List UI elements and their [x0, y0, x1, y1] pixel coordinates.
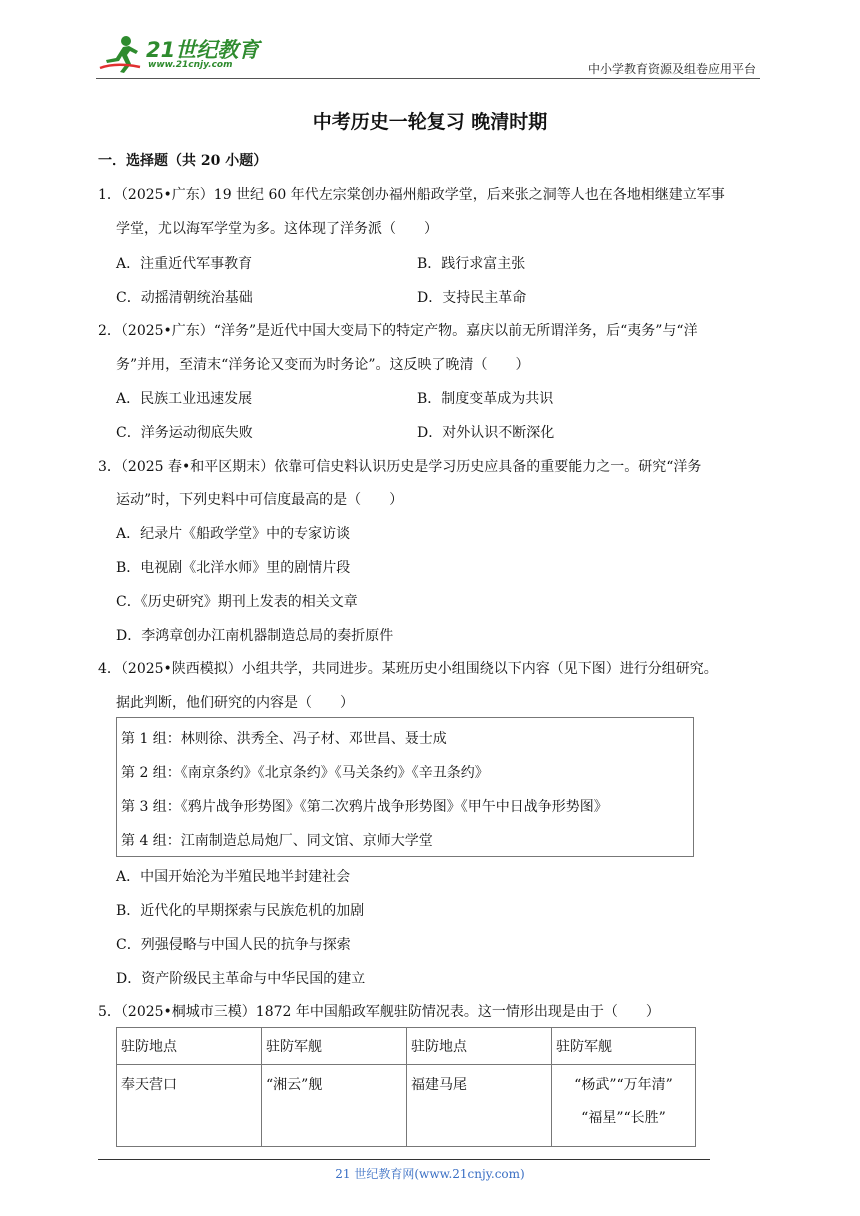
table-cell-line: “福星”“长胜” [581, 1110, 666, 1126]
question-1-option-c: C．动摇清朝统治基础 [116, 290, 253, 306]
page-title: 中考历史一轮复习 晚清时期 [312, 111, 548, 133]
table-cell: “湘云”舰 [262, 1065, 407, 1147]
group-4-row: 第 4 组：江南制造总局炮厂、同文馆、京师大学堂 [121, 833, 433, 849]
group-1-row: 第 1 组：林则徐、洪秀全、冯子材、邓世昌、聂士成 [121, 731, 447, 747]
page-footer: 21 世纪教育网(www.21cnjy.com) [335, 1167, 525, 1181]
table-cell-line: “杨武”“万年清” [574, 1077, 673, 1093]
platform-name: 中小学教育资源及组卷应用平台 [587, 62, 756, 76]
question-3-option-a: A．纪录片《船政学堂》中的专家访谈 [116, 526, 351, 542]
footer-divider [98, 1159, 710, 1160]
question-3-option-b: B．电视剧《北洋水师》里的剧情片段 [116, 560, 351, 576]
table-header-row [117, 1028, 696, 1065]
runner-logo-icon [96, 34, 144, 74]
question-1-stem-cont: 学堂，尤以海军学堂为多。这体现了洋务派（ ） [116, 221, 438, 237]
question-3-option-d: D．李鸿章创办江南机器制造总局的奏折原件 [116, 628, 394, 644]
question-1-option-b: B．践行求富主张 [417, 256, 526, 272]
page-header [96, 30, 760, 78]
table-header-cell: 驻防地点 [117, 1028, 262, 1065]
group-2-row: 第 2 组：《南京条约》《北京条约》《马关条约》《辛丑条约》 [121, 765, 489, 781]
question-4-stem: 4．（2025•陕西模拟）小组共学，共同进步。某班历史小组围绕以下内容（见下图）进行分组研究。 [98, 661, 718, 677]
logo-text: 21世纪教育 [146, 38, 260, 62]
logo-url: www.21cnjy.com [148, 60, 233, 70]
group-research-box [116, 717, 694, 857]
question-3-option-c: C．《历史研究》期刊上发表的相关文章 [116, 594, 358, 610]
table-header-cell: 驻防军舰 [552, 1028, 696, 1065]
question-2-option-a: A．民族工业迅速发展 [116, 391, 253, 407]
site-logo [96, 34, 266, 74]
question-3-stem-cont: 运动”时，下列史料中可信度最高的是（ ） [116, 492, 404, 508]
table-row [117, 1065, 696, 1147]
table-cell [552, 1065, 696, 1147]
question-1-option-d: D．支持民主革命 [417, 290, 527, 306]
table-header-cell: 驻防地点 [407, 1028, 552, 1065]
question-3-stem: 3．（2025 春•和平区期末）依靠可信史料认识历史是学习历史应具备的重要能力之一。研究“洋务 [98, 459, 702, 475]
question-2-option-c: C．洋务运动彻底失败 [116, 425, 253, 441]
question-5-stem: 5．（2025•桐城市三模）1872 年中国船政军舰驻防情况表。这一情形出现是由于（ ） [98, 1004, 660, 1020]
section-heading: 一．选择题（共 20 小题） [98, 153, 268, 169]
question-4-stem-cont: 据此判断，他们研究的内容是（ ） [116, 695, 354, 711]
question-2-option-d: D．对外认识不断深化 [417, 425, 555, 441]
question-2-option-b: B．制度变革成为共识 [417, 391, 554, 407]
question-1-stem: 1．（2025•广东）19 世纪 60 年代左宗棠创办福州船政学堂，后来张之洞等人也在各地相继建立军事 [98, 187, 725, 203]
table-cell: 奉天营口 [117, 1065, 262, 1147]
question-4-option-c: C．列强侵略与中国人民的抗争与探索 [116, 937, 351, 953]
question-1-option-a: A．注重近代军事教育 [116, 256, 253, 272]
question-2-stem-cont: 务”并用，至清末“洋务论又变而为时务论”。这反映了晚清（ ） [116, 357, 530, 373]
table-cell: 福建马尾 [407, 1065, 552, 1147]
question-4-option-b: B．近代化的早期探索与民族危机的加剧 [116, 903, 365, 919]
question-2-stem: 2．（2025•广东）“洋务”是近代中国大变局下的特定产物。嘉庆以前无所谓洋务，后“夷务”与“洋 [98, 323, 698, 339]
question-4-option-d: D．资产阶级民主革命与中华民国的建立 [116, 971, 366, 987]
group-3-row: 第 3 组：《鸦片战争形势图》《第二次鸦片战争形势图》《甲午中日战争形势图》 [121, 799, 608, 815]
header-divider [96, 78, 760, 79]
question-4-option-a: A．中国开始沦为半殖民地半封建社会 [116, 869, 351, 885]
table-header-cell: 驻防军舰 [262, 1028, 407, 1065]
warship-garrison-table [116, 1027, 696, 1147]
